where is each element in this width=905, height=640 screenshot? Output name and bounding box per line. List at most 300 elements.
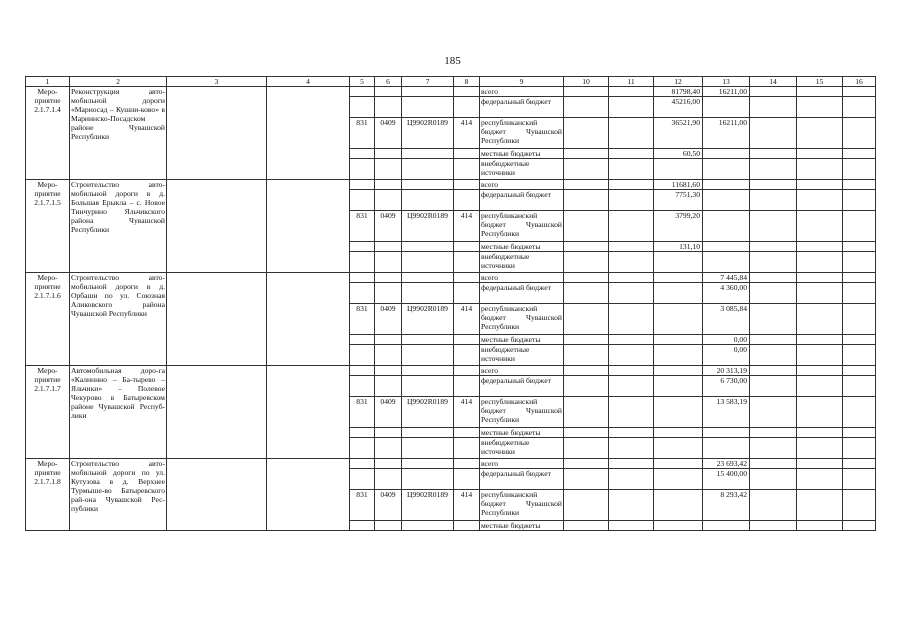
cell-col-14 bbox=[750, 469, 797, 490]
code-rz bbox=[375, 366, 402, 376]
cell-col-10 bbox=[564, 428, 609, 438]
code-grbs: 831 bbox=[350, 397, 375, 428]
measure-description: Строительство авто-мобильной дороги по ул. Кутузова в д. Верхнее Турмыше-во Батыревского рай-она Чувашской Рес-публики bbox=[70, 459, 167, 531]
amount-col-13 bbox=[703, 180, 750, 190]
amount-col-12 bbox=[654, 376, 703, 397]
code-vr bbox=[454, 97, 480, 118]
amount-col-13: 0,00 bbox=[703, 335, 750, 345]
cell-col-15 bbox=[797, 304, 843, 335]
code-rz bbox=[375, 180, 402, 190]
amount-col-13 bbox=[703, 438, 750, 459]
code-csr: Ц9902R0189 bbox=[402, 211, 454, 242]
code-rz bbox=[375, 252, 402, 273]
cell-col-16 bbox=[843, 459, 876, 469]
cell-col-14 bbox=[750, 376, 797, 397]
code-grbs bbox=[350, 376, 375, 397]
code-vr bbox=[454, 345, 480, 366]
code-vr bbox=[454, 242, 480, 252]
empty-col-3 bbox=[167, 366, 267, 459]
cell-col-15 bbox=[797, 211, 843, 242]
cell-col-14 bbox=[750, 438, 797, 459]
measure-description: Реконструкция авто-мобильной дороги «Мариосад – Кушни-ково» в Мариинско-Посадском районе Чувашской Республики bbox=[70, 87, 167, 180]
cell-col-10 bbox=[564, 190, 609, 211]
code-vr: 414 bbox=[454, 304, 480, 335]
amount-col-12 bbox=[654, 366, 703, 376]
cell-col-16 bbox=[843, 190, 876, 211]
amount-col-13: 23 693,42 bbox=[703, 459, 750, 469]
column-number-row bbox=[26, 77, 876, 87]
cell-col-11 bbox=[609, 97, 654, 118]
cell-col-14 bbox=[750, 87, 797, 97]
cell-col-10 bbox=[564, 469, 609, 490]
cell-col-16 bbox=[843, 149, 876, 159]
amount-col-13 bbox=[703, 190, 750, 211]
code-grbs: 831 bbox=[350, 211, 375, 242]
amount-col-13: 3 085,84 bbox=[703, 304, 750, 335]
code-rz bbox=[375, 242, 402, 252]
cell-col-14 bbox=[750, 521, 797, 531]
cell-col-10 bbox=[564, 180, 609, 190]
amount-col-13: 8 293,42 bbox=[703, 490, 750, 521]
cell-col-14 bbox=[750, 180, 797, 190]
funding-source: местные бюджеты bbox=[480, 428, 564, 438]
funding-source: внебюджетные источники bbox=[480, 438, 564, 459]
code-csr bbox=[402, 428, 454, 438]
amount-col-12: 81798,40 bbox=[654, 87, 703, 97]
code-grbs bbox=[350, 345, 375, 366]
code-rz: 0409 bbox=[375, 490, 402, 521]
amount-col-13: 6 730,00 bbox=[703, 376, 750, 397]
code-rz bbox=[375, 459, 402, 469]
cell-col-10 bbox=[564, 273, 609, 283]
code-vr bbox=[454, 273, 480, 283]
code-rz bbox=[375, 438, 402, 459]
amount-col-12: 3799,20 bbox=[654, 211, 703, 242]
empty-col-3 bbox=[167, 87, 267, 180]
code-rz bbox=[375, 273, 402, 283]
amount-col-12 bbox=[654, 397, 703, 428]
amount-col-12 bbox=[654, 335, 703, 345]
cell-col-15 bbox=[797, 335, 843, 345]
cell-col-14 bbox=[750, 242, 797, 252]
cell-col-10 bbox=[564, 283, 609, 304]
measure-description: Строительство авто-мобильной дороги в д. Большая Ерыкла – с. Новое Тинчурино Яльчикского района Чувашской Республики bbox=[70, 180, 167, 273]
measure-label: Меро-приятие 2.1.7.1.4 bbox=[26, 87, 70, 180]
cell-col-10 bbox=[564, 159, 609, 180]
amount-col-13: 16211,00 bbox=[703, 118, 750, 149]
cell-col-11 bbox=[609, 304, 654, 335]
amount-col-12 bbox=[654, 521, 703, 531]
code-csr bbox=[402, 180, 454, 190]
cell-col-11 bbox=[609, 366, 654, 376]
code-vr bbox=[454, 428, 480, 438]
cell-col-15 bbox=[797, 283, 843, 304]
code-csr bbox=[402, 159, 454, 180]
code-rz bbox=[375, 190, 402, 211]
amount-col-12 bbox=[654, 283, 703, 304]
cell-col-16 bbox=[843, 366, 876, 376]
measure-description: Автомобильная доро-га «Калинино – Ба-тырево – Яльчики» – Полевое Чекурово в Батыревском районе Чувашской Респуб-лики bbox=[70, 366, 167, 459]
code-vr bbox=[454, 87, 480, 97]
cell-col-14 bbox=[750, 190, 797, 211]
amount-col-13: 20 313,19 bbox=[703, 366, 750, 376]
cell-col-14 bbox=[750, 159, 797, 180]
column-number-10: 10 bbox=[564, 77, 609, 87]
column-number-5: 5 bbox=[350, 77, 375, 87]
code-grbs bbox=[350, 335, 375, 345]
code-vr bbox=[454, 376, 480, 397]
empty-col-3 bbox=[167, 180, 267, 273]
cell-col-14 bbox=[750, 335, 797, 345]
code-csr bbox=[402, 438, 454, 459]
cell-col-15 bbox=[797, 180, 843, 190]
amount-col-13: 4 360,00 bbox=[703, 283, 750, 304]
cell-col-10 bbox=[564, 211, 609, 242]
code-rz: 0409 bbox=[375, 397, 402, 428]
table-body bbox=[26, 77, 876, 531]
code-csr bbox=[402, 376, 454, 397]
code-rz bbox=[375, 469, 402, 490]
column-number-2: 2 bbox=[70, 77, 167, 87]
cell-col-15 bbox=[797, 118, 843, 149]
funding-source: местные бюджеты bbox=[480, 242, 564, 252]
cell-col-14 bbox=[750, 397, 797, 428]
cell-col-16 bbox=[843, 118, 876, 149]
cell-col-16 bbox=[843, 97, 876, 118]
amount-col-13 bbox=[703, 97, 750, 118]
cell-col-16 bbox=[843, 376, 876, 397]
cell-col-15 bbox=[797, 252, 843, 273]
cell-col-10 bbox=[564, 397, 609, 428]
code-grbs bbox=[350, 459, 375, 469]
cell-col-16 bbox=[843, 428, 876, 438]
amount-col-12 bbox=[654, 428, 703, 438]
code-rz bbox=[375, 97, 402, 118]
cell-col-14 bbox=[750, 428, 797, 438]
funding-source: внебюджетные источники bbox=[480, 252, 564, 273]
cell-col-16 bbox=[843, 252, 876, 273]
code-vr bbox=[454, 335, 480, 345]
cell-col-16 bbox=[843, 273, 876, 283]
amount-col-12: 45216,00 bbox=[654, 97, 703, 118]
column-number-12: 12 bbox=[654, 77, 703, 87]
column-number-14: 14 bbox=[750, 77, 797, 87]
amount-col-13: 13 583,19 bbox=[703, 397, 750, 428]
cell-col-11 bbox=[609, 521, 654, 531]
cell-col-15 bbox=[797, 242, 843, 252]
funding-source: местные бюджеты bbox=[480, 521, 564, 531]
amount-col-12 bbox=[654, 159, 703, 180]
code-grbs bbox=[350, 159, 375, 180]
funding-source: всего bbox=[480, 273, 564, 283]
column-number-16: 16 bbox=[843, 77, 876, 87]
funding-source: республиканский бюджет Чувашской Республики bbox=[480, 211, 564, 242]
code-vr bbox=[454, 521, 480, 531]
cell-col-15 bbox=[797, 87, 843, 97]
code-rz: 0409 bbox=[375, 118, 402, 149]
code-vr bbox=[454, 283, 480, 304]
cell-col-16 bbox=[843, 469, 876, 490]
code-csr: Ц9902R0189 bbox=[402, 490, 454, 521]
amount-col-13: 0,00 bbox=[703, 345, 750, 366]
code-csr bbox=[402, 335, 454, 345]
column-number-4: 4 bbox=[267, 77, 350, 87]
cell-col-11 bbox=[609, 376, 654, 397]
code-rz bbox=[375, 159, 402, 180]
cell-col-11 bbox=[609, 180, 654, 190]
empty-col-3 bbox=[167, 273, 267, 366]
empty-col-4 bbox=[267, 87, 350, 180]
cell-col-16 bbox=[843, 87, 876, 97]
empty-col-4 bbox=[267, 366, 350, 459]
cell-col-11 bbox=[609, 345, 654, 366]
amount-col-12: 131,10 bbox=[654, 242, 703, 252]
cell-col-10 bbox=[564, 304, 609, 335]
column-number-1: 1 bbox=[26, 77, 70, 87]
cell-col-15 bbox=[797, 345, 843, 366]
cell-col-11 bbox=[609, 490, 654, 521]
cell-col-16 bbox=[843, 211, 876, 242]
code-rz bbox=[375, 87, 402, 97]
code-csr bbox=[402, 97, 454, 118]
code-vr: 414 bbox=[454, 397, 480, 428]
code-vr bbox=[454, 459, 480, 469]
cell-col-16 bbox=[843, 159, 876, 180]
cell-col-15 bbox=[797, 459, 843, 469]
code-rz: 0409 bbox=[375, 304, 402, 335]
code-vr bbox=[454, 469, 480, 490]
code-grbs bbox=[350, 469, 375, 490]
amount-col-13 bbox=[703, 149, 750, 159]
code-csr bbox=[402, 149, 454, 159]
column-number-11: 11 bbox=[609, 77, 654, 87]
code-grbs bbox=[350, 273, 375, 283]
amount-col-12 bbox=[654, 273, 703, 283]
funding-source: республиканский бюджет Чувашской Республики bbox=[480, 490, 564, 521]
cell-col-11 bbox=[609, 459, 654, 469]
measure-label: Меро-приятие 2.1.7.1.8 bbox=[26, 459, 70, 531]
cell-col-14 bbox=[750, 149, 797, 159]
cell-col-11 bbox=[609, 438, 654, 459]
code-csr bbox=[402, 283, 454, 304]
page-number: 185 bbox=[444, 55, 461, 67]
column-number-13: 13 bbox=[703, 77, 750, 87]
code-grbs bbox=[350, 438, 375, 459]
cell-col-15 bbox=[797, 273, 843, 283]
code-csr bbox=[402, 459, 454, 469]
funding-source: всего bbox=[480, 366, 564, 376]
amount-col-12 bbox=[654, 304, 703, 335]
code-csr bbox=[402, 345, 454, 366]
cell-col-10 bbox=[564, 345, 609, 366]
funding-source: федеральный бюджет bbox=[480, 190, 564, 211]
funding-source: внебюджетные источники bbox=[480, 345, 564, 366]
column-number-9: 9 bbox=[480, 77, 564, 87]
cell-col-16 bbox=[843, 438, 876, 459]
cell-col-16 bbox=[843, 490, 876, 521]
cell-col-10 bbox=[564, 87, 609, 97]
cell-col-14 bbox=[750, 211, 797, 242]
cell-col-14 bbox=[750, 459, 797, 469]
cell-col-16 bbox=[843, 283, 876, 304]
cell-col-14 bbox=[750, 283, 797, 304]
cell-col-10 bbox=[564, 521, 609, 531]
column-number-15: 15 bbox=[797, 77, 843, 87]
amount-col-12: 60,50 bbox=[654, 149, 703, 159]
code-csr bbox=[402, 521, 454, 531]
amount-col-13: 15 400,00 bbox=[703, 469, 750, 490]
code-rz bbox=[375, 283, 402, 304]
code-grbs: 831 bbox=[350, 490, 375, 521]
code-csr bbox=[402, 273, 454, 283]
table-row bbox=[26, 180, 876, 190]
code-grbs bbox=[350, 97, 375, 118]
cell-col-10 bbox=[564, 149, 609, 159]
cell-col-11 bbox=[609, 87, 654, 97]
table-row bbox=[26, 459, 876, 469]
table-row bbox=[26, 366, 876, 376]
amount-col-12: 36521,90 bbox=[654, 118, 703, 149]
amount-col-12: 7751,30 bbox=[654, 190, 703, 211]
cell-col-14 bbox=[750, 490, 797, 521]
budget-table bbox=[25, 76, 876, 531]
cell-col-11 bbox=[609, 118, 654, 149]
cell-col-14 bbox=[750, 304, 797, 335]
table-row bbox=[26, 273, 876, 283]
code-vr bbox=[454, 252, 480, 273]
code-csr bbox=[402, 469, 454, 490]
cell-col-14 bbox=[750, 97, 797, 118]
cell-col-16 bbox=[843, 345, 876, 366]
code-rz bbox=[375, 149, 402, 159]
amount-col-12 bbox=[654, 345, 703, 366]
code-csr: Ц9902R0189 bbox=[402, 118, 454, 149]
code-csr bbox=[402, 87, 454, 97]
amount-col-13: 7 445,84 bbox=[703, 273, 750, 283]
cell-col-10 bbox=[564, 438, 609, 459]
cell-col-11 bbox=[609, 335, 654, 345]
code-vr: 414 bbox=[454, 211, 480, 242]
cell-col-15 bbox=[797, 521, 843, 531]
funding-source: внебюджетные источники bbox=[480, 159, 564, 180]
cell-col-11 bbox=[609, 159, 654, 180]
amount-col-12 bbox=[654, 490, 703, 521]
funding-source: федеральный бюджет bbox=[480, 376, 564, 397]
cell-col-15 bbox=[797, 149, 843, 159]
cell-col-14 bbox=[750, 118, 797, 149]
amount-col-12 bbox=[654, 459, 703, 469]
amount-col-13 bbox=[703, 252, 750, 273]
amount-col-12 bbox=[654, 438, 703, 459]
cell-col-10 bbox=[564, 366, 609, 376]
cell-col-11 bbox=[609, 149, 654, 159]
code-vr bbox=[454, 366, 480, 376]
cell-col-15 bbox=[797, 376, 843, 397]
funding-source: всего bbox=[480, 87, 564, 97]
cell-col-10 bbox=[564, 335, 609, 345]
code-vr bbox=[454, 180, 480, 190]
cell-col-10 bbox=[564, 376, 609, 397]
code-vr: 414 bbox=[454, 490, 480, 521]
cell-col-11 bbox=[609, 242, 654, 252]
funding-source: всего bbox=[480, 459, 564, 469]
code-vr: 414 bbox=[454, 118, 480, 149]
funding-source: местные бюджеты bbox=[480, 149, 564, 159]
cell-col-14 bbox=[750, 252, 797, 273]
funding-source: республиканский бюджет Чувашской Республики bbox=[480, 397, 564, 428]
empty-col-4 bbox=[267, 273, 350, 366]
code-rz bbox=[375, 376, 402, 397]
cell-col-14 bbox=[750, 366, 797, 376]
empty-col-3 bbox=[167, 459, 267, 531]
code-rz bbox=[375, 345, 402, 366]
amount-col-13 bbox=[703, 211, 750, 242]
cell-col-14 bbox=[750, 273, 797, 283]
cell-col-11 bbox=[609, 273, 654, 283]
cell-col-15 bbox=[797, 97, 843, 118]
measure-description: Строительство авто-мобильной дороги в д. Орбаши по ул. Союзная Аликовского района Чувашской Республики bbox=[70, 273, 167, 366]
amount-col-12 bbox=[654, 469, 703, 490]
column-number-7: 7 bbox=[402, 77, 454, 87]
cell-col-11 bbox=[609, 428, 654, 438]
cell-col-15 bbox=[797, 366, 843, 376]
code-grbs bbox=[350, 190, 375, 211]
funding-source: республиканский бюджет Чувашской Республики bbox=[480, 304, 564, 335]
cell-col-11 bbox=[609, 190, 654, 211]
cell-col-15 bbox=[797, 397, 843, 428]
cell-col-14 bbox=[750, 345, 797, 366]
cell-col-16 bbox=[843, 304, 876, 335]
cell-col-16 bbox=[843, 242, 876, 252]
code-grbs bbox=[350, 242, 375, 252]
amount-col-12 bbox=[654, 252, 703, 273]
cell-col-11 bbox=[609, 211, 654, 242]
cell-col-15 bbox=[797, 438, 843, 459]
code-vr bbox=[454, 149, 480, 159]
cell-col-10 bbox=[564, 97, 609, 118]
code-rz bbox=[375, 428, 402, 438]
measure-label: Меро-приятие 2.1.7.1.6 bbox=[26, 273, 70, 366]
empty-col-4 bbox=[267, 180, 350, 273]
amount-col-13 bbox=[703, 521, 750, 531]
code-csr: Ц9902R0189 bbox=[402, 397, 454, 428]
amount-col-13 bbox=[703, 159, 750, 180]
cell-col-11 bbox=[609, 469, 654, 490]
cell-col-16 bbox=[843, 397, 876, 428]
code-grbs bbox=[350, 180, 375, 190]
cell-col-10 bbox=[564, 118, 609, 149]
amount-col-13: 16211,00 bbox=[703, 87, 750, 97]
code-csr bbox=[402, 190, 454, 211]
cell-col-15 bbox=[797, 469, 843, 490]
funding-source: местные бюджеты bbox=[480, 335, 564, 345]
column-number-6: 6 bbox=[375, 77, 402, 87]
cell-col-10 bbox=[564, 252, 609, 273]
cell-col-10 bbox=[564, 490, 609, 521]
funding-source: республиканский бюджет Чувашской Республики bbox=[480, 118, 564, 149]
code-grbs: 831 bbox=[350, 304, 375, 335]
cell-col-11 bbox=[609, 252, 654, 273]
funding-source: федеральный бюджет bbox=[480, 97, 564, 118]
cell-col-15 bbox=[797, 190, 843, 211]
cell-col-15 bbox=[797, 159, 843, 180]
code-grbs bbox=[350, 521, 375, 531]
cell-col-10 bbox=[564, 459, 609, 469]
funding-source: федеральный бюджет bbox=[480, 469, 564, 490]
amount-col-12: 11681,60 bbox=[654, 180, 703, 190]
code-rz: 0409 bbox=[375, 211, 402, 242]
column-number-8: 8 bbox=[454, 77, 480, 87]
